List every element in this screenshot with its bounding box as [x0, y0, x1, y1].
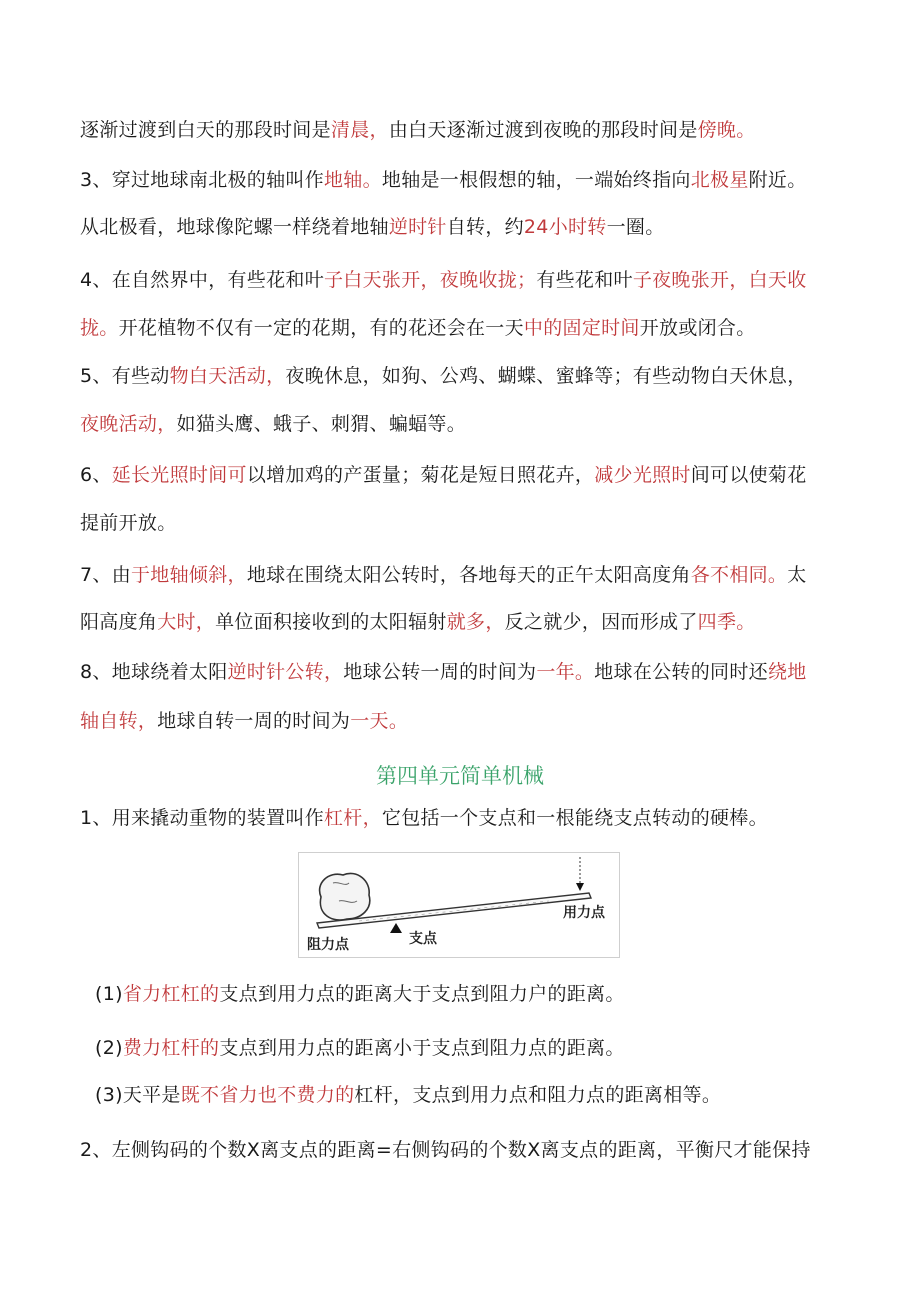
item-3-line-1 [80, 168, 807, 192]
text: 4、在自然界中，有些花和叶 [80, 269, 324, 291]
text: 地球在围绕太阳公转时，各地每天的正午太阳高度角 [246, 564, 691, 586]
item-6-line-2 [80, 511, 177, 535]
text: 夜晚休息，如狗、公鸡、蝴蝶、蜜蜂等；有些动物白天休息， [285, 365, 807, 387]
text: (2) [95, 1037, 123, 1059]
item-5-line-2 [80, 412, 466, 436]
item-7-line-2 [80, 610, 756, 634]
lever-diagram [298, 852, 620, 958]
question-1-line [80, 806, 768, 830]
sub-item-1 [95, 982, 625, 1006]
highlight-rotation-a: 绕地 [767, 661, 807, 683]
item-6-line-1 [80, 463, 807, 487]
text: 开花植物不仅有一定的花期，有的花还会在一天 [118, 317, 524, 339]
highlight-labor-costing-lever: 费力杠杆的 [122, 1037, 220, 1059]
text: 支点到用力点的距离小于支点到阻力点的距离。 [219, 1037, 625, 1059]
highlight-axis-tilt: 于地轴倾斜， [131, 564, 247, 586]
highlight-extend-light: 延长光照时间可 [111, 464, 247, 486]
text: (3)天平是 [95, 1084, 181, 1106]
highlight-day-active: 物白天活动， [169, 365, 286, 387]
highlight-seasons: 四季。 [697, 611, 756, 633]
lever-illustration [299, 853, 619, 957]
text: 6、 [80, 464, 112, 486]
highlight-large: 大时， [157, 611, 216, 633]
highlight-close: 拢。 [80, 317, 119, 339]
fulcrum-triangle [390, 923, 402, 933]
highlight-neutral-lever: 既不省力也不费力的 [180, 1084, 355, 1106]
text: 有些花和叶 [536, 269, 633, 291]
highlight-one-year: 一年。 [536, 661, 595, 683]
sub-item-2 [95, 1036, 625, 1060]
label-resistance-point: 阻力点 [307, 937, 349, 953]
highlight-fixed-time: 中的固定时间 [523, 317, 640, 339]
highlight-24-hours: 24小时转 [523, 216, 607, 238]
text: 它包括一个支点和一根能绕支点转动的硬棒。 [381, 807, 768, 829]
highlight-counterclockwise: 逆时针 [388, 216, 447, 238]
text: 提前开放。 [80, 512, 177, 534]
text: (1) [95, 983, 123, 1005]
text: 地球自转一周的时间为 [157, 710, 351, 732]
highlight-night-open: 子夜晚张开，白天收 [632, 269, 807, 291]
text: 1、用来撬动重物的装置叫作 [80, 807, 324, 829]
text: 7、由 [80, 564, 131, 586]
text: 3、穿过地球南北极的轴叫作 [80, 169, 324, 191]
rock-shape [320, 873, 370, 920]
text: 杠杆，支点到用力点和阻力点的距离相等。 [354, 1084, 722, 1106]
highlight-different: 各不相同。 [690, 564, 788, 586]
item-8-line-1 [80, 660, 807, 684]
text: 一圈。 [606, 216, 665, 238]
text: 阳高度角 [80, 611, 158, 633]
question-2-line [80, 1138, 811, 1162]
text: 由白天逐渐过渡到夜晚的那段时间是 [388, 119, 698, 141]
text: 开放或闭合。 [639, 317, 756, 339]
highlight-north-star: 北极星 [690, 169, 749, 191]
section-title: 第四单元简单机械 [376, 764, 544, 788]
item-7-line-1 [80, 563, 807, 587]
text: 8、地球绕着太阳 [80, 661, 228, 683]
item-4-line-1 [80, 268, 807, 292]
text: 从北极看，地球像陀螺一样绕着地轴 [80, 216, 389, 238]
text: 反之就少，因而形成了 [504, 611, 698, 633]
text: 地球在公转的同时还 [594, 661, 768, 683]
highlight-orbit: 逆时针公转， [227, 661, 344, 683]
text: 间可以使菊花 [690, 464, 807, 486]
text-line-dawn-dusk [80, 118, 756, 142]
text: 地球公转一周的时间为 [343, 661, 537, 683]
item-5-line-1 [80, 364, 807, 388]
highlight-rotation-b: 轴自转， [80, 710, 158, 732]
highlight-labor-saving-lever: 省力杠杠的 [122, 983, 220, 1005]
text: 5、有些动 [80, 365, 170, 387]
text: 支点到用力点的距离大于支点到阻力户的距离。 [219, 983, 625, 1005]
force-arrow-head [576, 883, 584, 891]
highlight-dusk: 傍晚。 [697, 119, 756, 141]
highlight-day-open: 子白天张开，夜晚收拢； [324, 269, 537, 291]
text: 自转，约 [446, 216, 524, 238]
item-3-line-2 [80, 215, 665, 239]
text: 2、左侧钩码的个数X离支点的距离=右侧钩码的个数X离支点的距离，平衡尺才能保持 [80, 1139, 811, 1161]
text: 如猫头鹰、蛾子、刺猬、蝙蝠等。 [176, 413, 467, 435]
highlight-reduce-light: 减少光照时 [594, 464, 691, 486]
highlight-earth-axis: 地轴。 [324, 169, 382, 191]
item-4-line-2 [80, 316, 756, 340]
highlight-lever: 杠杆， [324, 807, 382, 829]
item-8-line-2 [80, 709, 408, 733]
text: 单位面积接收到的太阳辐射 [215, 611, 447, 633]
label-effort-point: 用力点 [563, 905, 605, 921]
highlight-dawn: 清晨， [330, 119, 389, 141]
text: 附近。 [748, 169, 807, 191]
highlight-more: 就多， [446, 611, 505, 633]
text: 太 [787, 564, 807, 586]
text: 逐渐过渡到白天的那段时间是 [80, 119, 331, 141]
highlight-one-day: 一天。 [350, 710, 409, 732]
text: 以增加鸡的产蛋量；菊花是短日照花卉， [246, 464, 595, 486]
highlight-night-active: 夜晚活动， [80, 413, 177, 435]
sub-item-3 [95, 1083, 721, 1107]
label-fulcrum: 支点 [409, 931, 437, 947]
text: 地轴是一根假想的轴，一端始终指向 [381, 169, 691, 191]
